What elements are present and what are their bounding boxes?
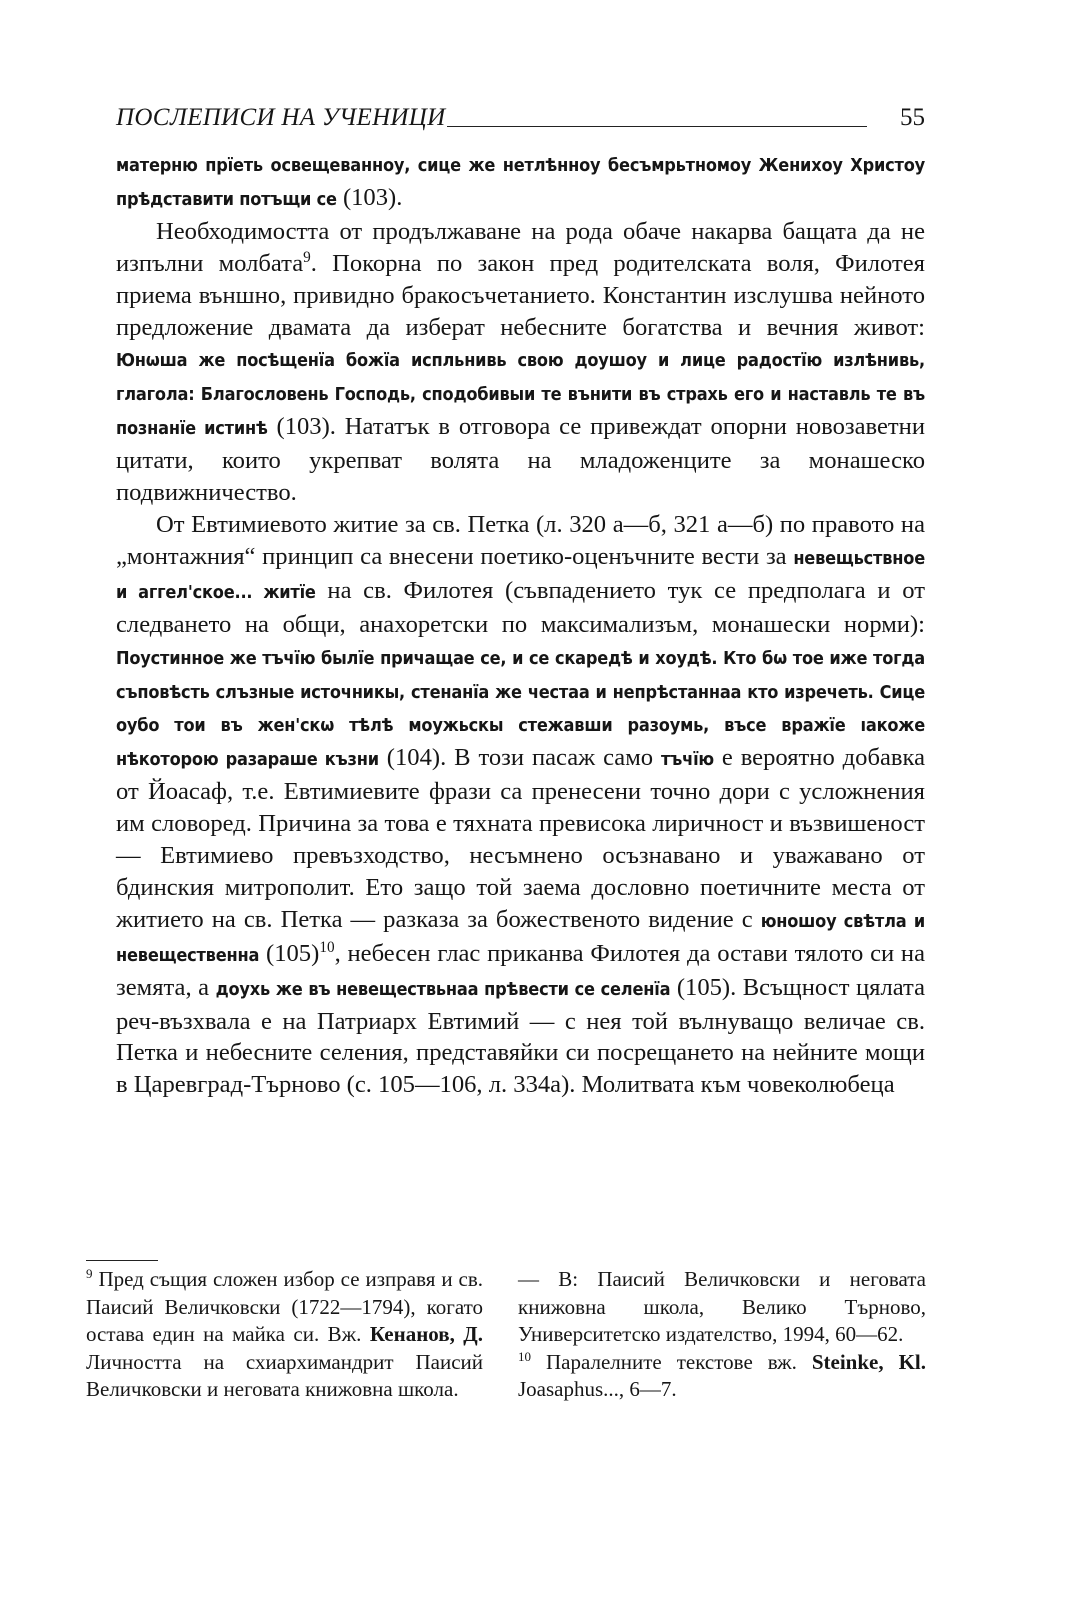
church-slavonic-quote: доухь же въ невеществьнаа прѣвести се селенїа: [215, 978, 671, 1000]
text-run: (105): [259, 939, 320, 967]
text-run: е вероятно добавка от Йоасаф, т.е. Евтимиевите фрази са пренесени точно дори с усложнения им словоред. Причина за това е тяхната превисока лиричност и възвишеност — Евтимиево превъзходство, несъмнено осъзнавано и уважавано от бдинския митрополит. Ето защо той заема дословно поетичните места от житието на св. Петка — разказа за божественото видение с: [116, 744, 925, 933]
text-run: . Покорна по закон пред родителската воля, Филотея приема външно, привидно бракосъчетанието. Константин изслушва нейното предложение двамата да изберат небесните богатства и вечния живот:: [116, 249, 925, 341]
text-run: (105). Всъщност цялата реч-възхвала е на Патриарх Евтимий — с нея той вълнуващо величае св. Петка и небесните селения, представяйки си посрещането на нейните мощи в Царевград-Търново (с. 105—106, л. 334а). Молитвата към човеколюбеца: [116, 973, 925, 1099]
church-slavonic-quote: тъчїю: [661, 749, 714, 771]
church-slavonic-quote: Юнωша же посѣщенїа божїа испльнивь свою доушоу и лице радостїю излѣнивь, глагола: Благословень Господь, сподобивыи те вънити въ страхь его и наставль те въ познанїе истинѣ: [116, 350, 925, 440]
church-slavonic-quote: невещьствное и аггел'ское... житїе: [116, 547, 925, 603]
author-name: Кенанов, Д.: [369, 1322, 483, 1346]
footnote-column-right: [518, 1266, 926, 1404]
footnote-9: [86, 1266, 483, 1404]
footnote-column-left: [86, 1266, 483, 1404]
text-run: От Евтимиевото житие за св. Петка (л. 320 а—б, 321 а—б) по правото на „монтажния“ принцип са внесени поетико-оценъчните вести за: [116, 510, 925, 570]
paragraph-1: [116, 148, 925, 216]
text-run: Пред същия сложен избор се изправя и св. Паисий Величковски (1722—1794), когато остава един на майка си. Вж.: [86, 1267, 483, 1346]
running-title: ПОСЛЕПИСИ НА УЧЕНИЦИ: [116, 104, 446, 131]
footnote-10: [518, 1349, 926, 1404]
footnote-9-continued: [518, 1266, 926, 1349]
church-slavonic-quote: матерню прїеть освещеванноу, сице же нетлѣнноу бесъмрьтномоу Женихоу Христоу прѣдставити потъщи се: [116, 155, 925, 210]
text-run: (103).: [336, 183, 403, 211]
paragraph-3: [116, 509, 925, 1101]
running-header: [116, 104, 925, 138]
footnote-rule: [86, 1260, 158, 1261]
header-rule: [447, 126, 867, 127]
church-slavonic-quote: юношоу свѣтла и невещественна: [116, 910, 925, 966]
footnote-number: 10: [518, 1348, 532, 1364]
text-run: Необходимостта от продължаване на рода обаче накарва бащата да не изпълни молбата: [116, 217, 925, 277]
text-run: (104). В този пасаж само: [378, 744, 661, 772]
text-run: Личността на схиархимандрит Паисий Величковски и неговата книжовна школа.: [86, 1349, 483, 1401]
author-name: Steinke, Kl.: [811, 1349, 926, 1374]
footnote-number: 9: [86, 1266, 93, 1281]
text-run: — В: Паисий Величковски и неговата книжовна школа, Велико Търново, Университетско издателство, 1994, 60—62.: [518, 1267, 926, 1346]
main-text: [116, 148, 925, 1101]
text-run: , небесен глас приканва Филотея да остави тялото си на земята, а: [116, 939, 926, 1001]
paragraph-2: [116, 216, 925, 509]
text-run: Joasaphus..., 6—7.: [518, 1377, 677, 1401]
footnote-ref-10[interactable]: 10: [319, 938, 335, 956]
page-number: 55: [900, 104, 925, 131]
text-run: на св. Филотея (съвпадението тук се предполага и от следването на общи, анахоретски по максимализъм, монашески норми):: [116, 576, 925, 638]
footnote-ref-9[interactable]: 9: [303, 248, 311, 266]
text-run: (103). Нататък в отговора се привеждат опорни новозаветни цитати, които укрепват волята на младоженците за монашеско подвижничество.: [116, 413, 926, 507]
church-slavonic-quote: Поустинное же тъчїю былїе причащае се, и се скаредѣ и хоудѣ. Кто бω тое иже тогда съповѣсть слъзные источникы, стенанїа же честаа и непрѣстаннаа кто изречеть. Сице оубо тои въ жен'скω тѣлѣ моужьскы стежавши разоумь, въсе вражїе ıакоже нѣкоторою разараше къзни: [116, 647, 925, 771]
text-run: Паралелните текстове вж.: [531, 1349, 812, 1374]
